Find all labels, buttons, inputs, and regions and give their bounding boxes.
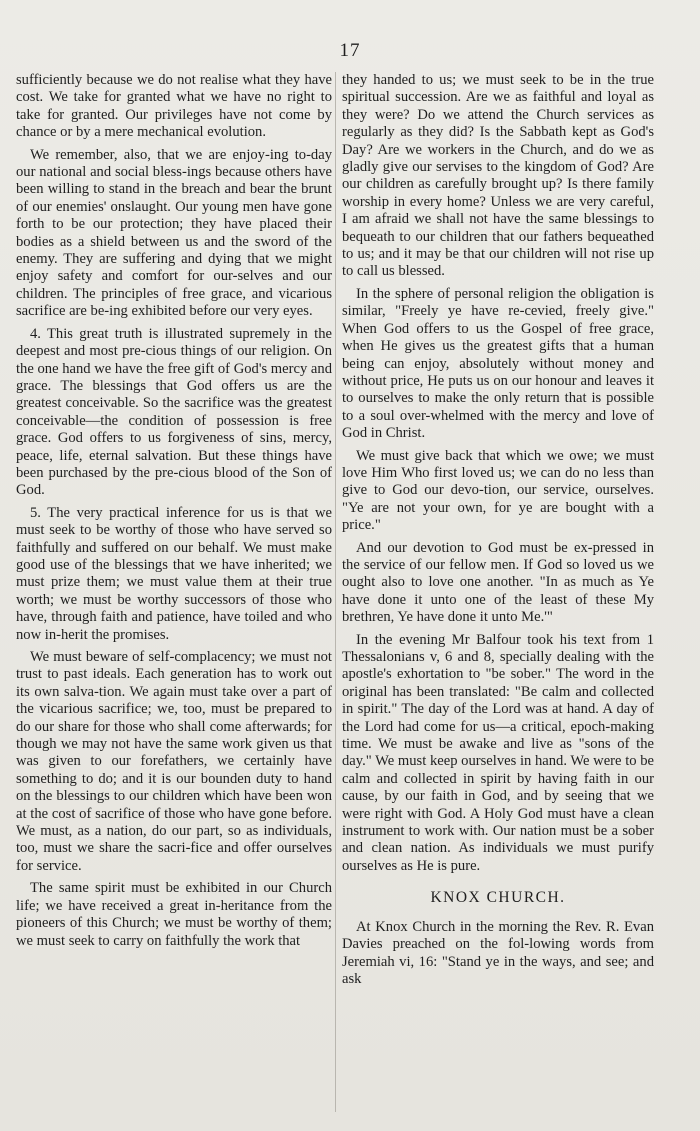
paragraph: We remember, also, that we are enjoy-ing to-day our national and social bless-ings because others have been willing to stand in the breach and bear the brunt of our enemies' onslaught. Our young men have gone forth to be our protection; they have placed their bodies as a shield between us and the sword of the enemy. They are suffering and dying that we might enjoy safety and comfort for our-selves and our children. The principles of free grace, and vicarious sacrifice are be-ing exhibited before our very eyes.	[16, 146, 332, 320]
page-number: 17	[339, 40, 361, 61]
paragraph: We must give back that which we owe; we must love Him Who first loved us; we can do no less than give to God our devo-tion, our service, ourselves. "Ye are not your own, for ye are bought with a price."	[342, 447, 654, 534]
paragraph: In the evening Mr Balfour took his text from 1 Thessalonians v, 6 and 8, specially dealing with the apostle's exhortation to "be sober." The word in the original has been translated: "Be calm and collected in spirit." The day of the Lord was at hand. A day of the Lord had come for us—a critical, epoch-making time. We must be awake and live as "sons of the day." We must keep ourselves in hand. We were to be calm and collected in spirit by having faith in our cause, by our faith in God, and by seeing that we were right with God. A Holy God must have a clean instrument to work with. Our nation must be a sober and clean nation. As individuals we must purify ourselves as He is pure.	[342, 631, 654, 874]
paragraph: In the sphere of personal religion the obligation is similar, "Freely ye have re-cevied, freely give." When God offers to us the Gospel of free grace, when He gives us the greatest gifts that a human being can enjoy, absolutely without money and without price, He puts us on our honour and leaves it to ourselves to make the only return that is possible to a soul over-whelmed with the mercy and love of God in Christ.	[342, 285, 654, 442]
paragraph: 4. This great truth is illustrated supremely in the deepest and most pre-cious things of our religion. On the one hand we have the free gift of God's mercy and grace. The blessings that God offers us are the greatest conceivable. So the sacrifice was the greatest conceivable—the condition of possession is free grace. God offers to us forgiveness of sins, mercy, peace, life, eternal salvation. But these things have been purchased by the pre-cious blood of the Son of God.	[16, 325, 332, 499]
paragraph: And our devotion to God must be ex-pressed in the service of our fellow men. If God so loved us we ought also to love one another. "In as much as Ye have done it unto one of the least of these My brethren, Ye have done it unto Me.'"	[342, 539, 654, 626]
paragraph: We must beware of self-complacency; we must not trust to past ideals. Each generation has to work out its own salva-tion. We again must take over a part of the vicarious sacrifice; we, too, must be prepared to do our share for those who shall come afterwards; for though we may not have the same work given us that was given to our forefathers, we certainly have something to do; and it is our bounden duty to hand on the blessings to our children which have been won at the cost of sacrifice of those who have gone before. We must, as a nation, do our part, so as individuals, too, must we share the sacri-fice and offer ourselves for service.	[16, 649, 332, 874]
paragraph: At Knox Church in the morning the Rev. R. Evan Davies preached on the fol-lowing words from Jeremiah vi, 16: "Stand ye in the ways, and see; and ask	[342, 918, 654, 987]
left-column	[16, 72, 332, 955]
paragraph: they handed to us; we must seek to be in the true spiritual succession. Are we as faithful and loyal as they were? Do we attend the Church services as regularly as they did? Is the Sabbath kept as God's Day? Are we workers in the Church, and do we as gladly give our servises to the kingdom of God? Are our children as carefully brought up? Is there family worship in every home? Unless we are very careful, I am afraid we shall not have the same blessings to bequeath to our children that our fathers bequeathed to us; and it may be that our children will not rise up to call us blessed.	[342, 72, 654, 280]
right-column	[342, 72, 654, 993]
column-divider	[335, 72, 336, 1112]
paragraph: The same spirit must be exhibited in our Church life; we have received a great in-heritance from the pioneers of this Church; we must be worthy of them; we must seek to carry on faithfully the work that	[16, 880, 332, 949]
section-heading: KNOX CHURCH.	[430, 889, 566, 907]
paragraph: sufficiently because we do not realise what they have cost. We take for granted what we have no right to take for granted. Our privileges have not come by chance or by a mere mechanical evolution.	[16, 72, 332, 141]
paragraph: 5. The very practical inference for us is that we must seek to be worthy of those who have served so faithfully and suffered on our behalf. We must make good use of the blessings that we have inherited; we must prize them; we must value them at their true worth; we must be worthy successors of those who have, through faith and patience, have toiled and who now in-herit the promises.	[16, 504, 332, 643]
